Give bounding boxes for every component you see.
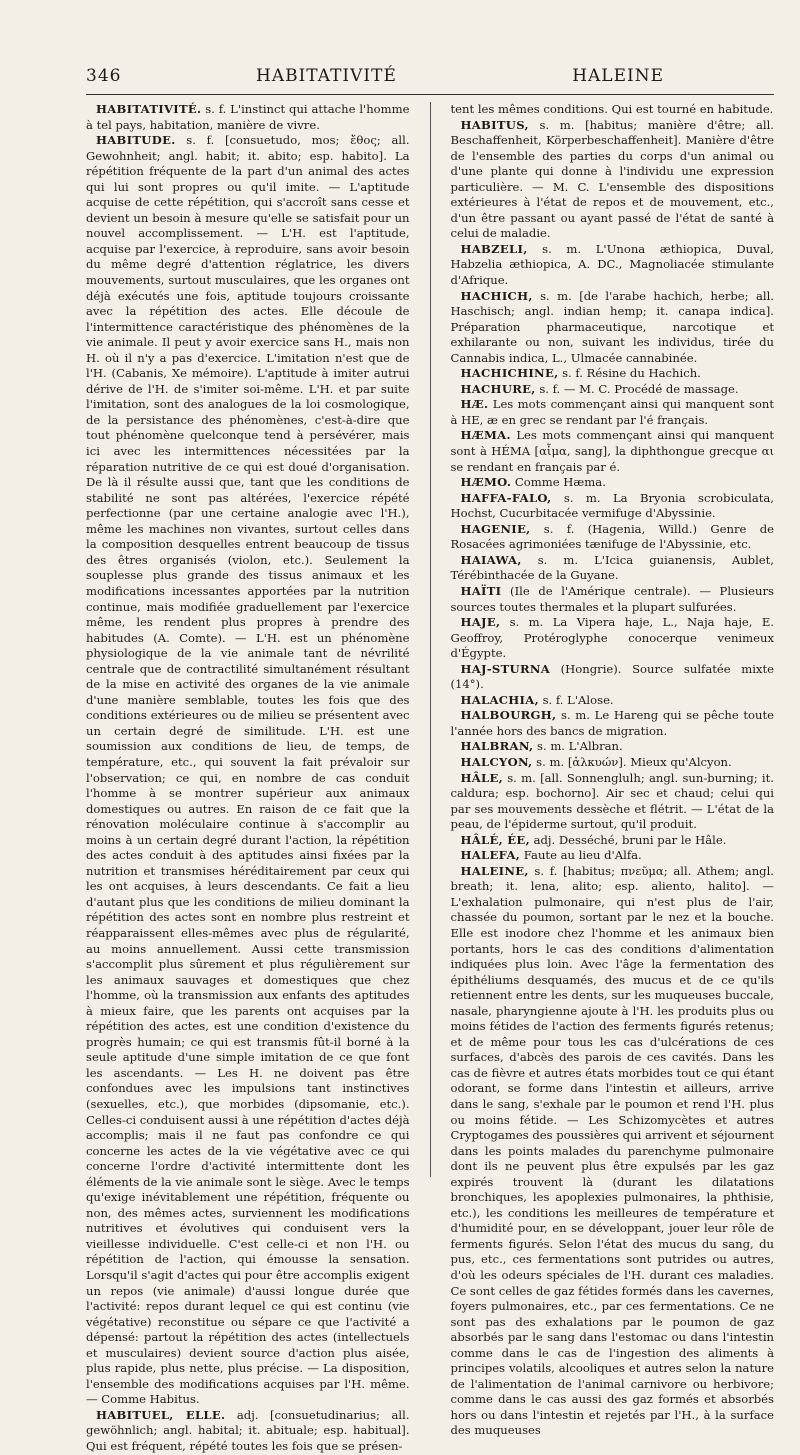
dictionary-entry bbox=[450, 397, 774, 428]
entry-definition: s. f. — M. C. Procédé de massage. bbox=[535, 381, 739, 396]
entry-headword: HACHICH, bbox=[460, 288, 533, 303]
entry-headword: HALEFA, bbox=[460, 848, 521, 863]
entry-headword: HAIAWA, bbox=[460, 552, 522, 567]
entry-headword: HAJE, bbox=[460, 615, 501, 630]
dictionary-entry bbox=[86, 102, 410, 133]
entry-definition: s. f. Résine du Hachich. bbox=[558, 366, 701, 381]
entry-definition: tent les mêmes conditions. Qui est tourné en habitude. bbox=[450, 102, 774, 116]
entry-headword: HABITATIVITÉ. bbox=[96, 102, 202, 116]
two-column-body bbox=[86, 102, 774, 1454]
entry-headword: HABITUDE. bbox=[96, 133, 176, 148]
entry-headword: HALBRAN, bbox=[460, 739, 534, 754]
entry-headword: HALBOURGH, bbox=[460, 708, 557, 723]
dictionary-entry bbox=[450, 491, 774, 522]
dictionary-entry bbox=[450, 584, 774, 615]
entry-definition: s. m. L'Icica guianensis, Aublet, Térébinthacée de la Guyane. bbox=[450, 552, 774, 583]
right-column bbox=[450, 102, 774, 1438]
dictionary-entry bbox=[450, 475, 774, 491]
entry-definition: (Hongrie). Source sulfatée mixte (14°). bbox=[450, 661, 774, 692]
running-head-left-word: HABITATIVITÉ bbox=[256, 66, 397, 86]
dictionary-entry bbox=[450, 662, 774, 693]
running-head bbox=[86, 66, 774, 90]
dictionary-entry bbox=[450, 693, 774, 709]
entry-definition: s. f. L'Alose. bbox=[538, 692, 614, 707]
entry-headword: HAÏTI bbox=[460, 583, 502, 598]
entry-definition: s. m. L'Albran. bbox=[533, 739, 623, 754]
entry-headword: HAJ-STURNA bbox=[460, 661, 551, 676]
entry-headword: HAGENIE, bbox=[460, 521, 531, 536]
entry-headword: HÂLÉ, ÉE, bbox=[460, 832, 530, 847]
dictionary-entry bbox=[450, 708, 774, 739]
dictionary-entry bbox=[450, 382, 774, 398]
dictionary-entry bbox=[450, 739, 774, 755]
page-number: 346 bbox=[86, 66, 122, 86]
entry-definition: s. f. [consuetudo, mos; ἔθος; all. Gewohnheit; angl. habit; it. abito; esp. habito]. La répétition fréquente de la part d'un animal des actes qui lui sont propres ou qu'il imite. — L'aptitude acquise de cette répétition, qui s'accroît sans cesse et devient un besoin à mesure qu'elle se satisfait pour un nouvel accomplissement. — L'H. est l'aptitude, acquise par l'exercice, à reproduire, sans avoir besoin du même degré d'attention réglatrice, les divers mouvements, surtout musculaires, que les organes ont déjà exécutés une fois, aptitude toujours croissante avec la répétition des actes. Elle découle de l'intermittence caractéristique des phénomènes de la vie animale. Il peut y avoir exercice sans H., mais non H. où il n'y a pas d'exercice. L'imitation n'est que de l'H. (Cabanis, Xe mémoire). L'aptitude à imiter autrui dérive de l'H. de s'imiter soi-même. L'H. et par suite l'imitation, sont des analogues de la loi cosmologique, de la persistance des phénomènes, c'est-à-dire que tout phénomène quelconque tend à persévérer, mais ici avec les intermittences nécessitées par la réparation nutritive de ce qui est doué d'organisation. De là il résulte aussi que, tant que les conditions de stabilité ne sont pas altérées, l'exercice répété perfectionne (par une certaine analogie avec l'H.), même les machines non vivantes, surtout celles dans la composition desquelles entrent beaucoup de tissus des êtres organisés (violon, etc.). Seulement la souplesse plus grande des tissus animaux et les modifications incessantes apportées par la nutrition continue, mais modifiée graduellement par l'exercice même, les rendent plus propres à prendre des habitudes (A. Comte). — L'H. est un phénomène physiologique de la vie animale tant de névrilité centrale que de contractilité simultanément résultant de la mise en activité des organes de la vie animale d'une manière semblable, toutes les fois que des conditions extérieures ou de milieu se présentent avec un certain degré de similitude. L'H. est une soumission aux conditions de lieu, de temps, de température, etc., qui souvent la fait prévaloir sur l'observation; ce qui, en nombre de cas conduit l'homme à se montrer supérieur aux animaux domestiques ou autres. En raison de ce fait que la rénovation moléculaire continue à s'accomplir au moins à un certain degré durant l'action, la répétition des actes conduit à des aptitudes ainsi fixées par la nutrition et transmises héréditairement par ceux qui les ont acquises, à leurs descendants. Ce fait a lieu d'autant plus que les conditions de milieu dominant la répétition des actes sont en nombre plus restreint et réapparaissent elles-mêmes avec plus de régularité, au moins annuellement. Aussi cette transmission s'accomplit plus sûrement et plus régulièrement sur les animaux sauvages et domestiques que chez l'homme, où la transmission aux enfants des aptitudes à mieux faire, que les parents ont acquises par la répétition des actes, est une condition d'existence du progrès humain; ce qui est transmis fût-il borné à la seule aptitude d'une simple imitation de ce que font les ascendants. — Les H. ne doivent pas être confondues avec les impulsions tant instinctives (sexuelles, etc.), que morbides (dipsomanie, etc.). Celles-ci conduisent aussi à une répétition d'actes déjà accomplis; mais il ne faut pas confondre ce qui concerne les actes de la vie végétative avec ce qui concerne l'ordre d'activité intermittente dont les éléments de la vie animale sont le siège. Avec le temps qu'exige inévitablement une répétition, fréquente ou non, des mêmes actes, surviennent les modifications nutritives et évolutives qui conduisent vers la vieillesse individuelle. C'est celle-ci et non l'H. ou répétition de l'action, qui émousse la sensation. Lorsqu'il s'agit d'actes qui pour être accomplis exigent un repos (vie animale) d'aussi longue durée que l'activité: repos durant lequel ce qui est continu (vie végétative) reconstitue ou sépare ce que l'activité a dépensé: partout la répétition des actes (intellectuels et musculaires) devient source d'action plus aisée, plus rapide, plus nette, plus précise. — La disposition, l'ensemble des modifications acquises par l'H. même. — Comme Habitus. bbox=[86, 133, 410, 1407]
entry-definition: s. f. L'instinct qui attache l'homme à tel pays, habitation, manière de vivre. bbox=[86, 102, 410, 132]
entry-headword: HÆ. bbox=[460, 397, 489, 412]
entry-definition: s. m. [habitus; manière d'être; all. Beschaffenheit, Körperbeschaffenheit]. Manière d'être de l'ensemble des parties du corps d'un animal ou d'une plante qui donne à l'individu une expression particulière. — M. C. L'ensemble des dispositions extérieures à l'état de repos et de mouvement, etc., d'un être passant ou ayant passé de l'état de santé à celui de maladie. bbox=[450, 117, 774, 241]
dictionary-entry bbox=[450, 289, 774, 367]
entry-definition: s. f. [habitus; πνεῦμα; all. Athem; angl. breath; it. lena, alito; esp. aliento, halito]. — L'exhalation pulmonaire, qui n'est plus de l'air, chassée du poumon, sortant par le nez et la bouche. Elle est inodore chez l'homme et les animaux bien portants, hors le cas des conditions d'alimentation indiquées plus loin. Avec l'âge la fermentation des épithéliums desquamés, des mucus et de ce qu'ils retiennent entre les dents, sur les muqueuses buccale, nasale, pharyngienne ajoute à l'H. les produits plus ou moins fétides de l'action des ferments figurés retenus; et de même pour tous les cas d'ulcérations de ces surfaces, d'abcès des parois de ces cavités. Dans les cas de fièvre et autres états morbides tout ce qui étant odorant, se forme dans l'intestin et ailleurs, arrive dans le sang, s'exhale par le poumon et rend l'H. plus ou moins fétide. — Les Schizomycètes et autres Cryptogames des poussières qui arrivent et séjournent dans les points malades du parenchyme pulmonaire dont ils ne peuvent plus être expulsés par les gaz expirés trouvent là (durant les dilatations bronchiques, les apoplexies pulmonaires, la phthisie, etc.), les conditions les meilleures de température et d'humidité pour, en se développant, jouer leur rôle de ferments figurés. Selon l'état des mucus du sang, du pus, etc., ces fermentations sont putrides ou autres, d'où les odeurs spéciales de l'H. durant ces maladies. Ce sont celles de gaz fétides formés dans les cavernes, foyers pulmonaires, etc., par ces fermentations. Ce ne sont pas des exhalations par le poumon de gaz absorbés par le sang dans l'estomac ou dans l'intestin comme dans le cas de l'ingestion des aliments à principes volatils, alcooliques et autres selon la nature de l'alimentation de l'animal carnivore ou herbivore; comme dans le cas aussi des gaz formés et absorbés hors ou dans l'intestin et rejetés par l'H., à la surface des muqueuses bbox=[450, 863, 774, 1438]
entry-headword: HALACHIA, bbox=[460, 692, 539, 707]
column-divider bbox=[430, 102, 431, 1177]
entry-headword: HABZELI, bbox=[460, 241, 528, 256]
entry-definition: s. m. L'Unona æthiopica, Duval, Habzelia æthiopica, A. DC., Magnoliacée stimulante d'Afrique. bbox=[450, 241, 774, 288]
entry-headword: HALEINE, bbox=[460, 863, 529, 878]
entry-definition: s. m. La Vipera haje, L., Naja haje, E. Geoffroy, Protéroglyphe conocerque venimeux d'Égypte. bbox=[450, 615, 774, 661]
entry-headword: HÆMO. bbox=[460, 475, 512, 490]
entry-definition: s. m. Le Hareng qui se pêche toute l'année hors des bancs de migration. bbox=[450, 708, 774, 738]
entry-headword: HABITUS, bbox=[460, 117, 529, 132]
entry-headword: HÆMA. bbox=[460, 428, 511, 443]
running-head-right-word: HALEINE bbox=[572, 66, 664, 86]
dictionary-entry bbox=[450, 864, 774, 1439]
dictionary-entry bbox=[450, 522, 774, 553]
dictionary-entry bbox=[450, 615, 774, 662]
entry-headword: HÂLE, bbox=[460, 770, 503, 785]
entry-definition: s. m. [de l'arabe hachich, herbe; all. Haschisch; angl. indian hemp; it. canapa indica]. Préparation pharmaceutique, narcotique et exhilarante ou non, suivant les individus, tirée du Cannabis indica, L., Ulmacée cannabinée. bbox=[450, 288, 774, 365]
dictionary-entry bbox=[450, 428, 774, 475]
entry-definition: s. f. (Hagenia, Willd.) Genre de Rosacées agrimoniées tænifuge de l'Abyssinie, etc. bbox=[450, 521, 774, 552]
dictionary-entry bbox=[86, 133, 410, 1408]
entry-headword: HABITUEL, ELLE. bbox=[96, 1407, 226, 1422]
entry-headword: HALCYON, bbox=[460, 754, 533, 769]
entry-definition: s. m. La Bryonia scrobiculata, Hochst, Cucurbitacée vermifuge d'Abyssinie. bbox=[450, 490, 774, 521]
entry-headword: HACHURE, bbox=[460, 381, 536, 396]
entry-definition: Les mots commençant ainsi qui manquent sont à HE, æ en grec se rendant par l'é français. bbox=[450, 397, 774, 427]
entry-definition: s. m. [ἀλκυών]. Mieux qu'Alcyon. bbox=[532, 754, 732, 769]
dictionary-entry bbox=[450, 242, 774, 289]
entry-definition: Faute au lieu d'Alfa. bbox=[520, 848, 642, 863]
entry-headword: HAFFA-FALO, bbox=[460, 490, 552, 505]
dictionary-entry bbox=[450, 833, 774, 849]
dictionary-entry bbox=[450, 553, 774, 584]
dictionary-entry bbox=[450, 118, 774, 242]
dictionary-entry bbox=[86, 1408, 410, 1455]
entry-definition: (Ile de l'Amérique centrale). — Plusieurs sources toutes thermales et la plupart sulfurées. bbox=[450, 583, 774, 614]
header-rule bbox=[86, 94, 774, 95]
entry-definition: Les mots commençant ainsi qui manquent sont à HÉMA [αἷμα, sang], la diphthongue grecque αι se rendant en français par é. bbox=[450, 428, 774, 474]
dictionary-entry bbox=[450, 755, 774, 771]
entry-definition: Comme Hæma. bbox=[511, 475, 606, 490]
entry-definition: adj. Desséché, bruni par le Hâle. bbox=[529, 832, 727, 847]
entry-definition: adj. [consuetudinarius; all. gewöhnlich; angl. habital; it. abituale; esp. habitual]. Qui est fréquent, répété toutes les fois que se présen- bbox=[86, 1407, 410, 1454]
entry-headword: HACHICHINE, bbox=[460, 366, 559, 381]
dictionary-entry bbox=[450, 771, 774, 833]
dictionary-entry bbox=[450, 848, 774, 864]
dictionary-entry bbox=[450, 102, 774, 118]
entry-definition: s. m. [all. Sonnenglulh; angl. sun-burning; it. caldura; esp. bochorno]. Air sec et chaud; celui qui par ses mouvements dessèche et flétrit. — L'état de la peau, de l'épiderme surtout, qu'il produit. bbox=[450, 770, 774, 832]
left-column bbox=[86, 102, 410, 1454]
dictionary-entry bbox=[450, 366, 774, 382]
